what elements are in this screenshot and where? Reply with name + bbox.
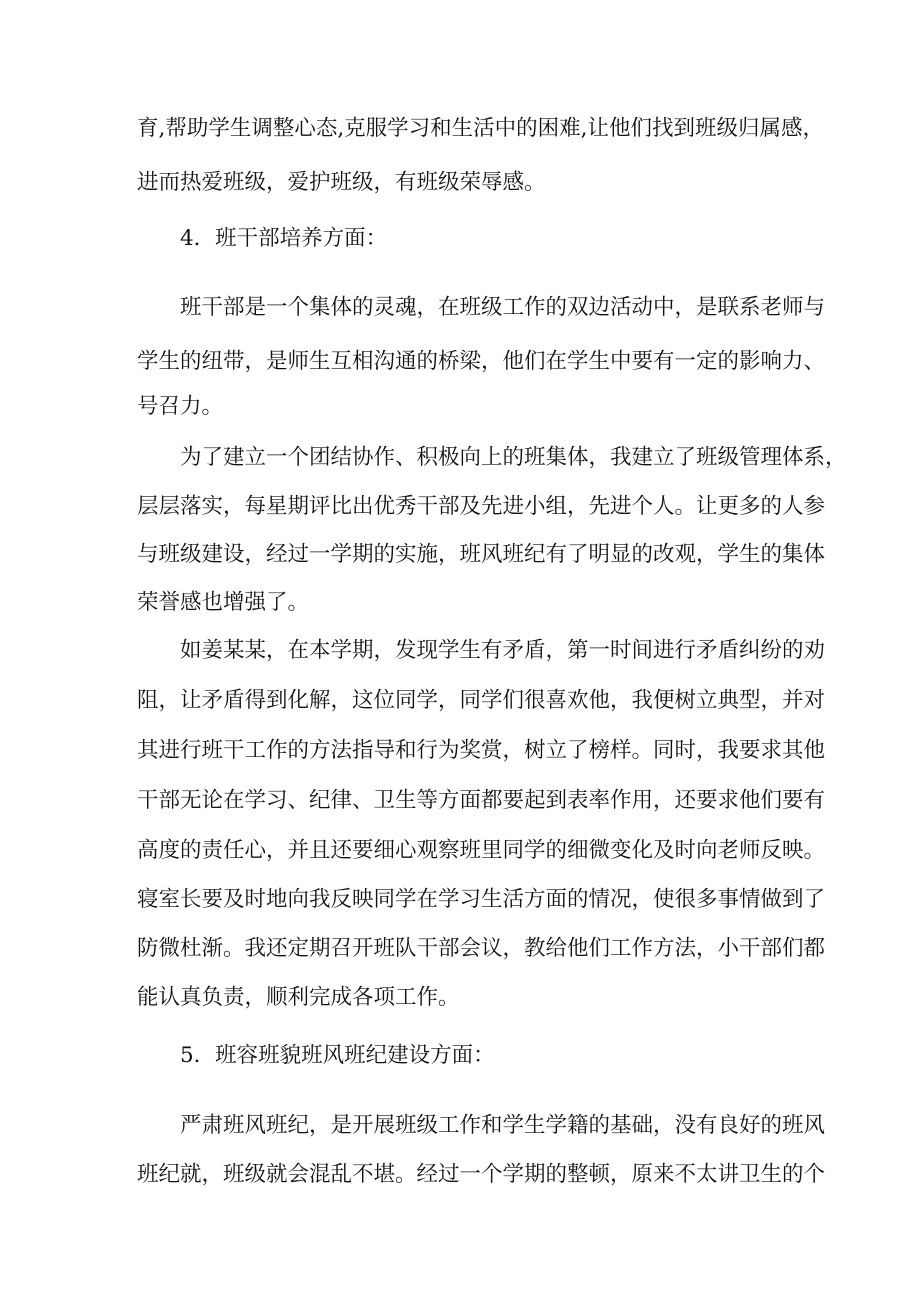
- paragraph-line: 其进行班干工作的方法指导和行为奖赏，树立了榜样。同时，我要求其他: [137, 738, 826, 763]
- paragraph-line: 为了建立一个团结协作、积极向上的班集体，我建立了班级管理体系，: [180, 445, 847, 470]
- paragraph-line: 进而热爱班级，爱护班级，有班级荣辱感。: [137, 170, 546, 195]
- paragraph-line: 荣誉感也增强了。: [137, 590, 310, 615]
- paragraph-line: 与班级建设，经过一学期的实施，班风班纪有了明显的改观，学生的集体: [137, 542, 826, 567]
- paragraph-line: 阻，让矛盾得到化解，这位同学，同学们很喜欢他，我便树立典型，并对: [137, 688, 826, 713]
- section-heading-4: 4．班干部培养方面：: [180, 226, 388, 251]
- paragraph-line: 层层落实，每星期评比出优秀干部及先进小组，先进个人。让更多的人参: [137, 494, 826, 519]
- paragraph-line: 育,帮助学生调整心态,克服学习和生活中的困难,让他们找到班级归属感，: [137, 116, 825, 141]
- paragraph-line: 号召力。: [137, 394, 224, 419]
- paragraph-line: 干部无论在学习、纪律、卫生等方面都要起到表率作用，还要求他们要有: [137, 788, 826, 813]
- paragraph-line: 学生的纽带，是师生互相沟通的桥梁，他们在学生中要有一定的影响力、: [137, 349, 826, 374]
- paragraph-line: 严肃班风班纪，是开展班级工作和学生学籍的基础，没有良好的班风: [180, 1113, 826, 1138]
- paragraph-line: 能认真负责，顺利完成各项工作。: [137, 985, 460, 1010]
- paragraph-line: 高度的责任心，并且还要细心观察班里同学的细微变化及时向老师反映。: [137, 838, 826, 863]
- paragraph-line: 班纪就，班级就会混乱不堪。经过一个学期的整顿，原来不太讲卫生的个: [137, 1162, 826, 1187]
- paragraph-line: 班干部是一个集体的灵魂，在班级工作的双边活动中，是联系老师与: [180, 295, 826, 320]
- paragraph-line: 防微杜渐。我还定期召开班队干部会议，教给他们工作方法，小干部们都: [137, 936, 826, 961]
- paragraph-line: 寝室长要及时地向我反映同学在学习生活方面的情况，使很多事情做到了: [137, 887, 826, 912]
- paragraph-line: 如姜某某，在本学期，发现学生有矛盾，第一时间进行矛盾纠纷的劝: [180, 638, 826, 663]
- section-heading-5: 5．班容班貌班风班纪建设方面：: [180, 1043, 495, 1068]
